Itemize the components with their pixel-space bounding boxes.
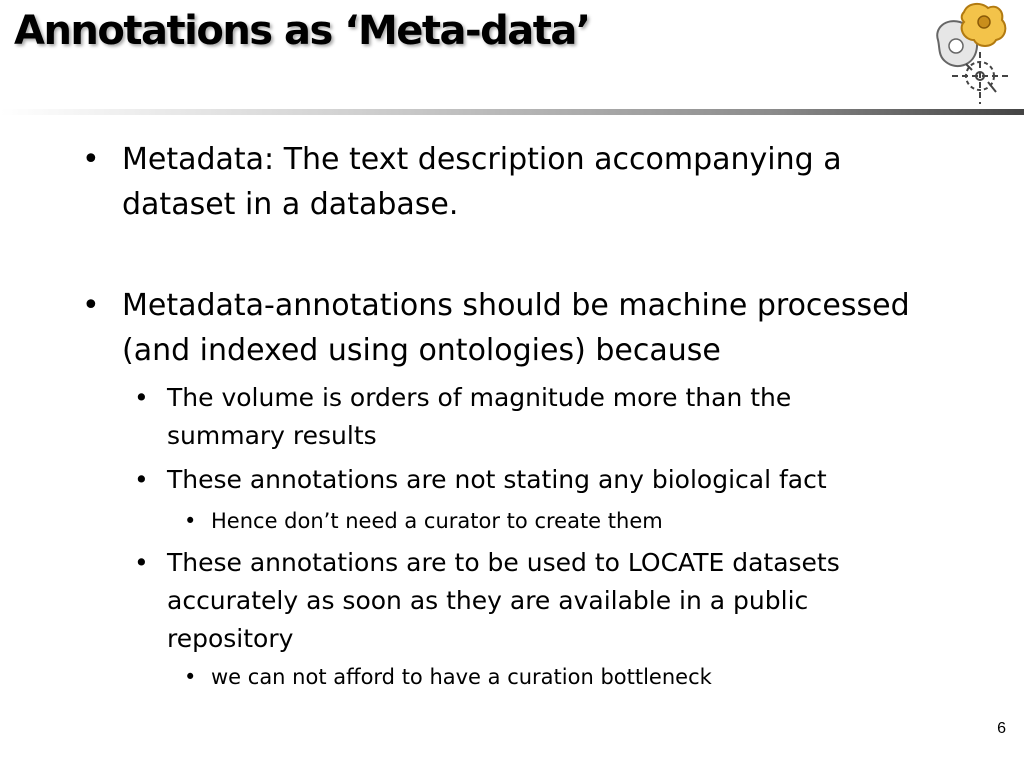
bullet-glyph: • xyxy=(134,465,149,494)
bullet-glyph: • xyxy=(82,142,100,177)
bullet-text: The volume is orders of magnitude more than the summary results xyxy=(167,383,792,450)
bullet-text: Hence don’t need a curator to create them xyxy=(211,509,663,533)
slide-title: Annotations as ‘Meta-data’ xyxy=(14,8,590,54)
bullet-item-level1 xyxy=(82,283,952,373)
bullet-glyph: • xyxy=(134,548,149,577)
bullet-item-level1 xyxy=(82,137,942,227)
slide-number: 6 xyxy=(997,720,1006,737)
bullet-item-level2 xyxy=(134,544,934,658)
bullet-text: we can not afford to have a curation bottleneck xyxy=(211,665,712,689)
bullet-text: These annotations are to be used to LOCATE datasets accurately as soon as they are available in a public repository xyxy=(167,548,840,653)
bullet-glyph: • xyxy=(184,509,197,533)
bullet-item-level2 xyxy=(134,461,954,499)
bullet-text: Metadata-annotations should be machine processed (and indexed using ontologies) because xyxy=(122,288,910,368)
bullet-glyph: • xyxy=(82,288,100,323)
bullet-glyph: • xyxy=(184,665,197,689)
bullet-item-level3 xyxy=(184,663,884,691)
bullet-item-level2 xyxy=(134,379,894,455)
bullet-text: Metadata: The text description accompanying a dataset in a database. xyxy=(122,142,842,222)
bullet-glyph: • xyxy=(134,383,149,412)
bullet-item-level3 xyxy=(184,507,884,535)
bullet-text: These annotations are not stating any biological fact xyxy=(167,465,827,494)
